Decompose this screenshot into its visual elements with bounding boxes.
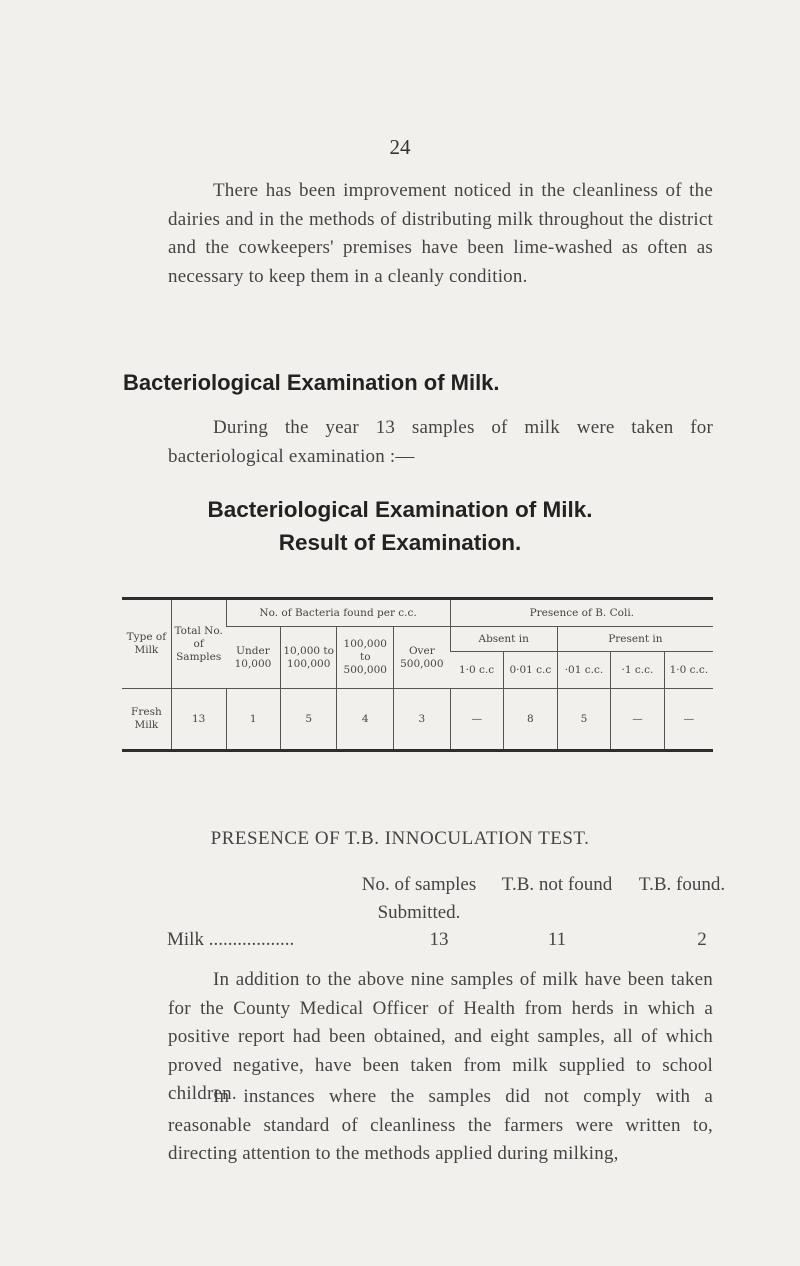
cell-bacteria: 1 <box>226 689 280 751</box>
cell-coli: — <box>450 689 503 751</box>
cell-type: Fresh Milk <box>122 689 171 751</box>
header-coli-col: 0·01 c.c <box>504 652 558 689</box>
tb-value-found: 2 <box>697 929 707 950</box>
header-type-of-milk: Type of Milk <box>126 631 167 656</box>
tb-header-not-found: T.B. not found <box>501 874 613 895</box>
tb-header-submitted: No. of samples Submitted. <box>361 874 477 923</box>
header-coli-col: 1·0 c.c. <box>664 652 713 689</box>
tb-row-label: Milk .................. <box>167 929 295 950</box>
tb-value-submitted: 13 <box>429 929 449 950</box>
header-present-in: Present in <box>557 627 713 652</box>
header-bacteria-col: Under 10,000 <box>226 627 280 689</box>
tb-value-not-found: 11 <box>547 929 567 950</box>
paragraph-additional-samples: In addition to the above nine samples of milk have been taken for the County Medical Officer of Health from herds in which a positive report had been obtained, and eight samples, all of which proved negative, have been taken from milk supplied to school children. <box>168 969 713 1104</box>
header-coli-col: ·01 c.c. <box>557 652 610 689</box>
paragraph-instances: In instances where the samples did not comply with a reasonable standard of cleanliness the farmers were written to, directing attention to the methods applied during milking, <box>168 1086 713 1164</box>
paragraph-cleanliness: There has been improvement noticed in the cleanliness of the dairies and in the methods of distributing milk throughout the district and the cowkeepers' premises have been lime-washed as often as necessary to keep them in a cleanly condition. <box>168 180 713 287</box>
cell-bacteria: 4 <box>337 689 394 751</box>
header-coli-col: 1·0 c.c <box>450 652 503 689</box>
paragraph-samples: During the year 13 samples of milk were taken for bacteriological examination :— <box>168 417 713 467</box>
header-bacteria-col: 10,000 to 100,000 <box>280 627 337 689</box>
bacteria-table <box>122 597 713 752</box>
tb-header-found: T.B. found. <box>638 874 726 895</box>
header-coli-col: ·1 c.c. <box>611 652 664 689</box>
section-heading: Bacteriological Examination of Milk. <box>123 370 500 395</box>
cell-coli: 8 <box>504 689 558 751</box>
header-bacteria-col: Over 500,000 <box>394 627 451 689</box>
cell-bacteria: 5 <box>280 689 337 751</box>
cell-bacteria: 3 <box>394 689 451 751</box>
cell-coli: — <box>664 689 713 751</box>
page-number: 24 <box>389 135 411 159</box>
tb-test-title: PRESENCE OF T.B. INNOCULATION TEST. <box>210 828 590 849</box>
table-title: Bacteriological Examination of Milk. <box>207 497 593 522</box>
header-bacteria-group: No. of Bacteria found per c.c. <box>226 599 450 627</box>
header-bacteria-col: 100,000 to 500,000 <box>337 627 394 689</box>
cell-coli: — <box>611 689 664 751</box>
cell-total: 13 <box>171 689 226 751</box>
header-total-samples: Total No. of Samples <box>171 599 226 689</box>
header-absent-in: Absent in <box>450 627 557 652</box>
cell-coli: 5 <box>557 689 610 751</box>
header-coli-group: Presence of B. Coli. <box>450 599 713 627</box>
table-subtitle: Result of Examination. <box>278 530 522 555</box>
table-row <box>122 689 713 751</box>
table-header-row <box>122 599 713 627</box>
